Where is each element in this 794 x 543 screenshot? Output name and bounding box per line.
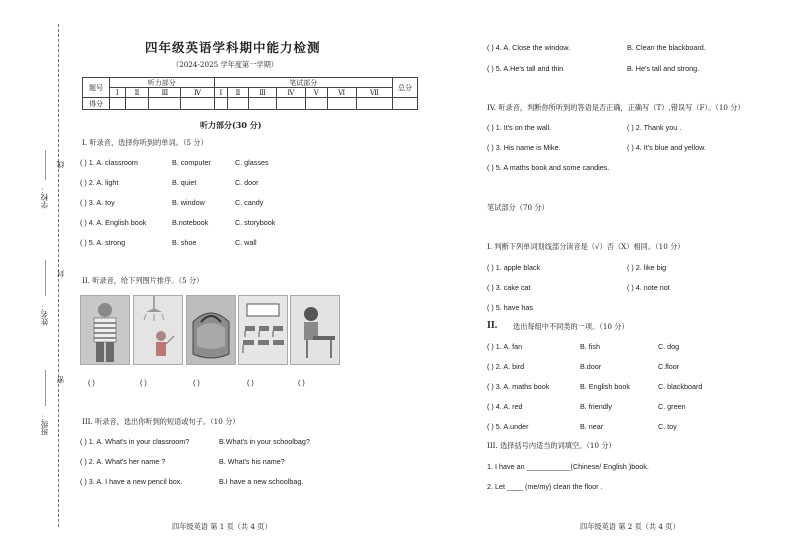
boy-striped-shirt-picture bbox=[80, 295, 130, 365]
question-q: ( ) 5. A.He's tall and thin bbox=[487, 64, 564, 73]
seal-char-2: 封 bbox=[56, 270, 65, 278]
option-b: B. Clean the blackboard. bbox=[627, 43, 706, 52]
question-q: ( ) 2. A. light bbox=[80, 178, 119, 187]
option-c: C. glasses bbox=[235, 158, 269, 167]
listening-numeral: Ⅲ bbox=[149, 88, 181, 98]
section-3-title: III. 听录音，选出你听到的短语或句子。（10 分） bbox=[82, 417, 240, 426]
option-b: B. computer bbox=[172, 158, 211, 167]
option-b: B.door bbox=[580, 362, 602, 371]
option-b: B. fish bbox=[580, 342, 600, 351]
option-b: B. near bbox=[580, 422, 604, 431]
score-cell[interactable] bbox=[110, 98, 126, 110]
phonics-item: ( ) 3. cake cat bbox=[487, 283, 531, 292]
listening-numeral: Ⅳ bbox=[181, 88, 214, 98]
name-label: 姓名： bbox=[40, 303, 49, 326]
question-q: ( ) 1. A. classroom bbox=[80, 158, 138, 167]
option-b: B. What's his name? bbox=[219, 457, 285, 466]
option-b: B. shoe bbox=[172, 238, 197, 247]
class-label: 班级： bbox=[40, 413, 49, 436]
listening-header: 听力部分(30 分) bbox=[200, 120, 262, 130]
option-c: C. door bbox=[235, 178, 259, 187]
listening-label: 听力部分 bbox=[110, 78, 215, 88]
question-q: ( ) 5. A. strong bbox=[80, 238, 126, 247]
writing-1-title: I. 判断下列单词划线部分读音是（√）否（X）相同。（10 分） bbox=[487, 242, 685, 251]
seal-char-3: 密 bbox=[56, 376, 65, 384]
total-label: 总分 bbox=[393, 78, 418, 98]
listening-numeral: Ⅰ bbox=[110, 88, 126, 98]
score-cell[interactable] bbox=[356, 98, 392, 110]
writing-header: 笔试部分（70 分） bbox=[487, 203, 549, 212]
writing-numeral: Ⅳ bbox=[276, 88, 305, 98]
score-cell[interactable] bbox=[149, 98, 181, 110]
question-q: ( ) 4. A. Close the window. bbox=[487, 43, 571, 52]
order-bracket[interactable]: ( ) bbox=[298, 378, 305, 387]
page-1-footer: 四年级英语 第 1 页（共 4 页） bbox=[172, 522, 272, 531]
order-bracket[interactable]: ( ) bbox=[193, 378, 200, 387]
kid-switching-light-picture bbox=[133, 295, 183, 365]
question-q: ( ) 3. A. maths book bbox=[487, 382, 550, 391]
score-cell[interactable] bbox=[305, 98, 327, 110]
classroom-desks-picture bbox=[238, 295, 288, 365]
fill-blank-item: 2. Let ____ (me/my) clean the floor . bbox=[487, 482, 603, 491]
writing-2-numeral: II. bbox=[487, 320, 498, 331]
class-blank bbox=[45, 370, 46, 406]
question-q: ( ) 1. A. What's in your classroom? bbox=[80, 437, 190, 446]
option-b: B. English book bbox=[580, 382, 630, 391]
score-cell[interactable] bbox=[248, 98, 276, 110]
score-row-label-2: 得分 bbox=[83, 98, 110, 110]
judge-item: ( ) 5. A maths book and some candies. bbox=[487, 163, 610, 172]
phonics-item: ( ) 2. like big bbox=[627, 263, 667, 272]
writing-2-title: 选出每组中不同类的一项。（10 分） bbox=[513, 322, 629, 331]
option-c: C. candy bbox=[235, 198, 264, 207]
phonics-item: ( ) 4. note not bbox=[627, 283, 670, 292]
score-table bbox=[82, 77, 418, 110]
writing-numeral: Ⅲ bbox=[248, 88, 276, 98]
writing-numeral: Ⅰ bbox=[214, 88, 228, 98]
option-c: C. blackboard bbox=[658, 382, 703, 391]
score-cell[interactable] bbox=[327, 98, 356, 110]
question-q: ( ) 4. A. English book bbox=[80, 218, 147, 227]
option-b: B.What's in your schoolbag? bbox=[219, 437, 310, 446]
section-1-title: I. 听录音，选择你听到的单词。（5 分） bbox=[82, 138, 208, 147]
option-c: C. storybook bbox=[235, 218, 276, 227]
writing-numeral: Ⅶ bbox=[356, 88, 392, 98]
fill-blank-item: 1. I have an ___________(Chinese/ English )book. bbox=[487, 462, 649, 471]
option-b: B. He's tall and strong. bbox=[627, 64, 700, 73]
question-q: ( ) 3. A. toy bbox=[80, 198, 115, 207]
page-2-footer: 四年级英语 第 2 页（共 4 页） bbox=[580, 522, 680, 531]
question-q: ( ) 3. A. I have a new pencil box. bbox=[80, 477, 183, 486]
option-c: C.floor bbox=[658, 362, 680, 371]
exam-title: 四年级英语学科期中能力检测 bbox=[145, 40, 321, 55]
seal-char-1: 线 bbox=[56, 161, 65, 169]
option-b: B. quiet bbox=[172, 178, 197, 187]
section-4-title: IV. 听录音，判断你所听到的答语是否正确，正确写（T）,错误写（F）。（10 分） bbox=[487, 103, 745, 112]
writing-label: 笔试部分 bbox=[214, 78, 392, 88]
option-b: B. friendly bbox=[580, 402, 612, 411]
writing-numeral: Ⅴ bbox=[305, 88, 327, 98]
score-cell[interactable] bbox=[181, 98, 214, 110]
judge-item: ( ) 2. Thank you . bbox=[627, 123, 682, 132]
phonics-item: ( ) 1. apple black bbox=[487, 263, 541, 272]
order-bracket[interactable]: ( ) bbox=[140, 378, 147, 387]
option-b: B. window bbox=[172, 198, 205, 207]
score-row-label-1: 题号 bbox=[83, 78, 110, 98]
writing-3-title: III. 选择括号内适当的词填空。（10 分） bbox=[487, 441, 616, 450]
writing-numeral: Ⅱ bbox=[228, 88, 249, 98]
judge-item: ( ) 4. It's blue and yellow. bbox=[627, 143, 706, 152]
girl-at-desk-picture bbox=[290, 295, 340, 365]
score-cell[interactable] bbox=[214, 98, 228, 110]
question-q: ( ) 1. A. fan bbox=[487, 342, 523, 351]
schoolbag-picture bbox=[186, 295, 236, 365]
judge-item: ( ) 1. It's on the wall. bbox=[487, 123, 552, 132]
name-blank bbox=[45, 260, 46, 296]
phonics-item: ( ) 5. have has bbox=[487, 303, 533, 312]
option-c: C. toy bbox=[658, 422, 677, 431]
option-c: C. wall bbox=[235, 238, 257, 247]
school-blank bbox=[45, 150, 46, 180]
question-q: ( ) 2. A. What's her name ? bbox=[80, 457, 166, 466]
option-c: C. green bbox=[658, 402, 686, 411]
question-q: ( ) 2. A. bird bbox=[487, 362, 525, 371]
order-bracket[interactable]: ( ) bbox=[247, 378, 254, 387]
option-b: B.I have a new schoolbag. bbox=[219, 477, 304, 486]
order-bracket[interactable]: ( ) bbox=[88, 378, 95, 387]
exam-subtitle: （2024-2025 学年度第一学期） bbox=[172, 60, 278, 69]
score-cell[interactable] bbox=[125, 98, 149, 110]
question-q: ( ) 4. A. red bbox=[487, 402, 523, 411]
score-cell[interactable] bbox=[276, 98, 305, 110]
option-b: B.notebook bbox=[172, 218, 209, 227]
section-2-title: II. 听录音，给下列图片排序。（5 分） bbox=[82, 276, 204, 285]
score-cell[interactable] bbox=[228, 98, 249, 110]
judge-item: ( ) 3. His name is Mike. bbox=[487, 143, 561, 152]
score-cell[interactable] bbox=[393, 98, 418, 110]
writing-numeral: Ⅵ bbox=[327, 88, 356, 98]
option-c: C. dog bbox=[658, 342, 680, 351]
question-q: ( ) 5. A.under bbox=[487, 422, 529, 431]
school-label: 学校： bbox=[40, 186, 49, 209]
listening-numeral: Ⅱ bbox=[125, 88, 149, 98]
